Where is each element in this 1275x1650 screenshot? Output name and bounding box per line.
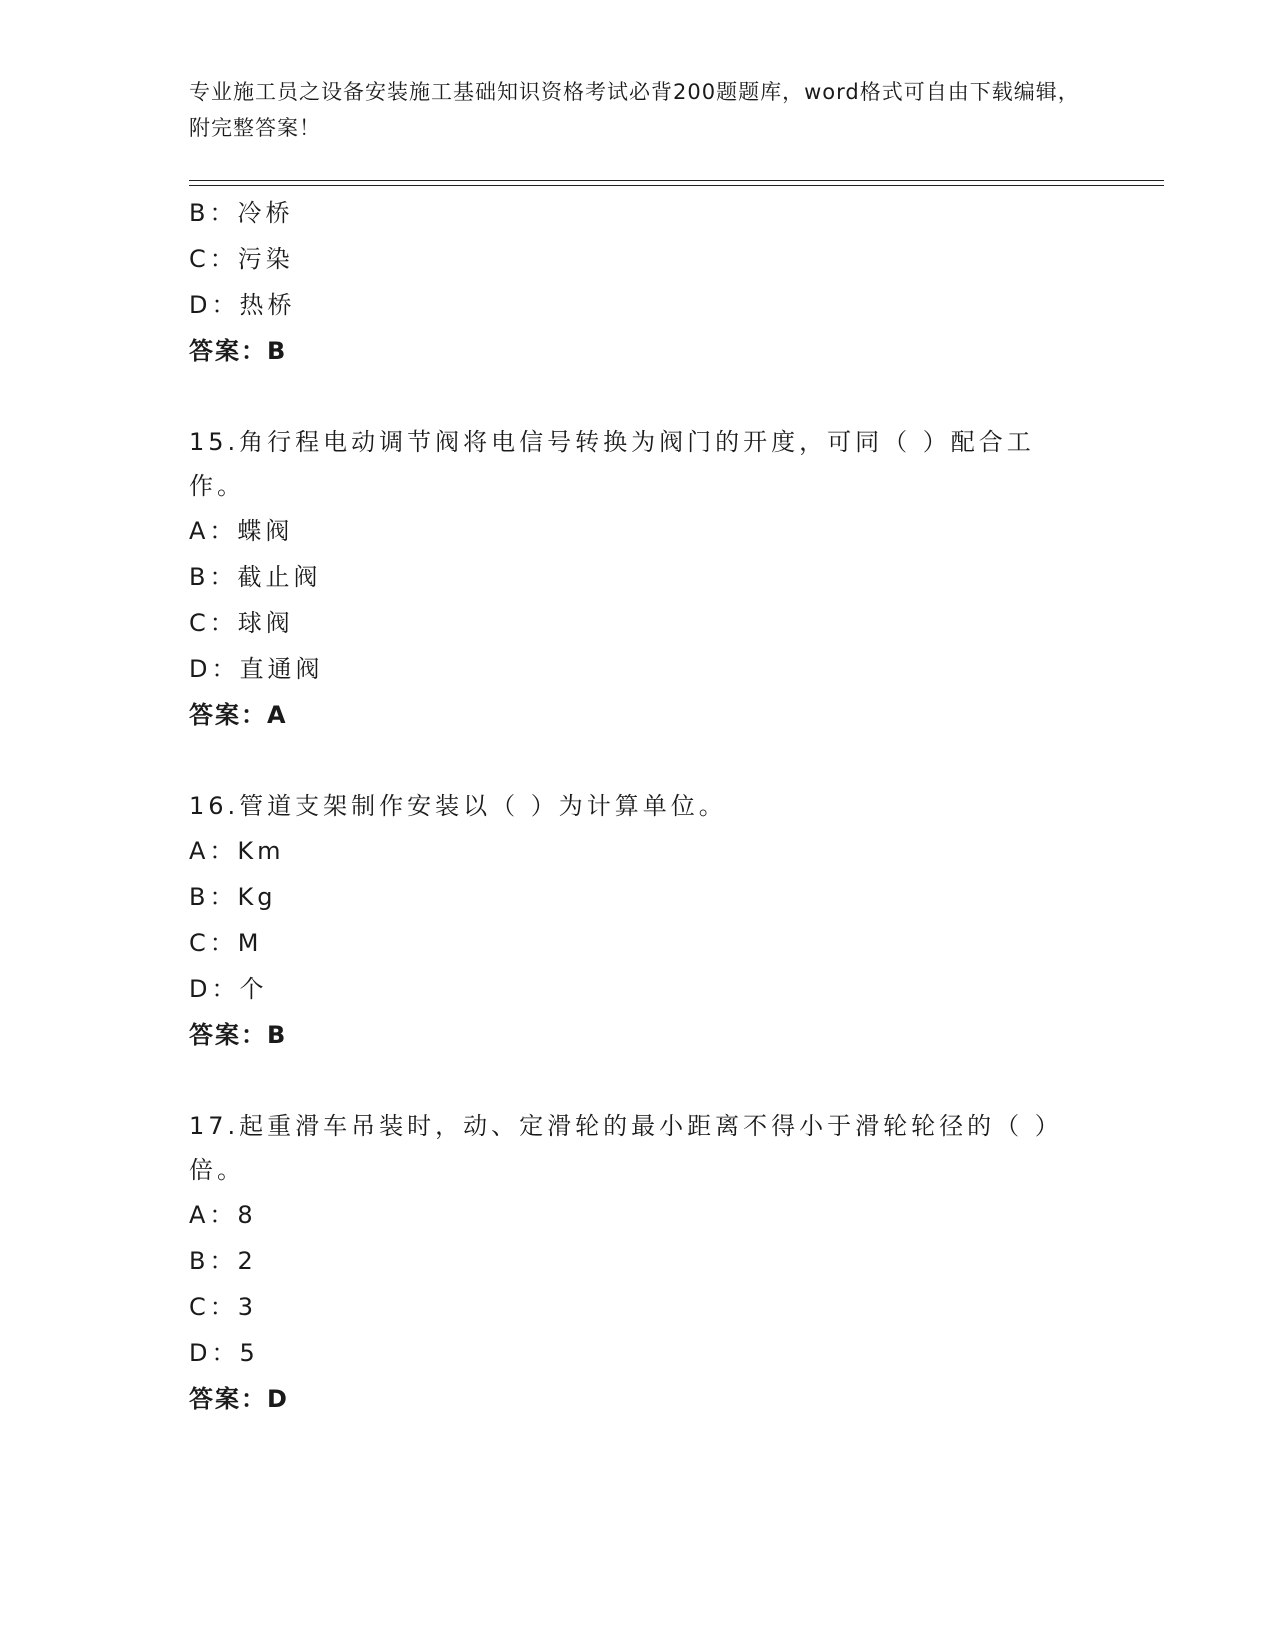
spacer <box>189 374 1089 420</box>
question-stem: 16.管道支架制作安装以（ ）为计算单位。 <box>189 792 727 820</box>
answer-line: 答案：A <box>189 701 288 729</box>
spacer <box>189 1058 1089 1104</box>
option-d: D：热桥 <box>189 291 296 319</box>
option-b: B：Kg <box>189 883 277 911</box>
answer-line: 答案：B <box>189 1021 288 1049</box>
option-c: C：3 <box>189 1293 258 1321</box>
option-a: A：8 <box>189 1201 257 1229</box>
option-d: D：5 <box>189 1339 259 1367</box>
option-c: C：M <box>189 929 263 957</box>
question-stem: 17.起重滑车吊装时，动、定滑轮的最小距离不得小于滑轮轮径的（ ）倍。 <box>189 1112 1063 1184</box>
option-d: D：直通阀 <box>189 655 324 683</box>
spacer <box>189 738 1089 784</box>
header-divider-top <box>189 180 1164 181</box>
question-17 <box>189 1104 1089 1422</box>
question-list <box>189 190 1089 1422</box>
answer-line: 答案：D <box>189 1385 289 1413</box>
option-b: B：2 <box>189 1247 257 1275</box>
option-a: A：Km <box>189 837 285 865</box>
option-d: D：个 <box>189 975 268 1003</box>
document-title: 专业施工员之设备安装施工基础知识资格考试必背200题题库，word格式可自由下载编辑，附完整答案！ <box>189 80 1080 140</box>
question-stem: 15.角行程电动调节阀将电信号转换为阀门的开度，可同（ ）配合工作。 <box>189 428 1035 500</box>
answer-line: 答案：B <box>189 337 288 365</box>
option-b: B：截止阀 <box>189 563 322 591</box>
option-b: B：冷桥 <box>189 199 294 227</box>
header-divider-bottom <box>189 185 1164 186</box>
question-16 <box>189 784 1089 1058</box>
option-a: A：蝶阀 <box>189 517 294 545</box>
option-c: C：污染 <box>189 245 294 273</box>
question-partial <box>189 190 1089 374</box>
option-c: C：球阀 <box>189 609 294 637</box>
question-15 <box>189 420 1089 738</box>
